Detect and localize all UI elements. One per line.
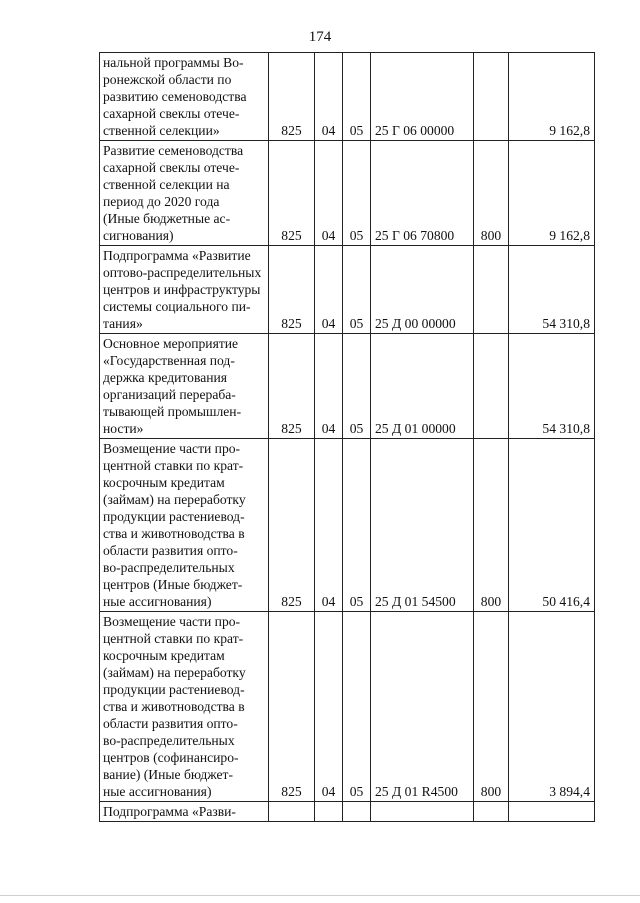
- ministry-code: 825: [269, 53, 315, 141]
- amount: [509, 802, 595, 822]
- subsection-code: 05: [343, 246, 371, 334]
- ministry-code: 825: [269, 439, 315, 612]
- table-row: [100, 53, 595, 141]
- subsection-code: 05: [343, 612, 371, 802]
- target-article: 25 Д 01 R4500: [371, 612, 474, 802]
- row-name: Развитие семеноводства сахарной свеклы отече- ственной селекции на период до 2020 года (Иные бюджетные ас- сигнования): [100, 141, 269, 246]
- row-name: Возмещение части про- центной ставки по крат- косрочным кредитам (займам) на переработку продукции растениевод- ства и животноводства в области развития опто- во-распределительных центров (софинансиро- вание) (Иные бюджет- ные ассигнования): [100, 612, 269, 802]
- row-name: Основное мероприятие «Государственная под- держка кредитования организаций перераба- тывающей промышлен- ности»: [100, 334, 269, 439]
- target-article: [371, 802, 474, 822]
- target-article: 25 Д 00 00000: [371, 246, 474, 334]
- section-code: 04: [315, 246, 343, 334]
- row-name: Возмещение части про- центной ставки по крат- косрочным кредитам (займам) на переработку продукции растениевод- ства и животноводства в области развития опто- во-распределительных центров (Иные бюджет- ные ассигнования): [100, 439, 269, 612]
- amount: 3 894,4: [509, 612, 595, 802]
- row-name: нальной программы Во- ронежской области по развитию семеноводства сахарной свеклы отече- ственной селекции»: [100, 53, 269, 141]
- amount: 54 310,8: [509, 246, 595, 334]
- expense-type: [474, 802, 509, 822]
- expense-type: 800: [474, 439, 509, 612]
- section-code: 04: [315, 439, 343, 612]
- table-row: [100, 612, 595, 802]
- ministry-code: 825: [269, 246, 315, 334]
- ministry-code: 825: [269, 141, 315, 246]
- section-code: 04: [315, 141, 343, 246]
- subsection-code: [343, 802, 371, 822]
- target-article: 25 Г 06 00000: [371, 53, 474, 141]
- row-name: Подпрограмма «Разви-: [100, 802, 269, 822]
- section-code: 04: [315, 53, 343, 141]
- subsection-code: 05: [343, 53, 371, 141]
- expense-type: 800: [474, 141, 509, 246]
- row-name: Подпрограмма «Развитие оптово-распределительных центров и инфраструктуры системы социального пи- тания»: [100, 246, 269, 334]
- table-row: [100, 246, 595, 334]
- target-article: 25 Д 01 54500: [371, 439, 474, 612]
- table-row: [100, 439, 595, 612]
- ministry-code: 825: [269, 334, 315, 439]
- page-number: 174: [308, 29, 332, 45]
- expense-type: 800: [474, 612, 509, 802]
- budget-table: [99, 52, 595, 822]
- table-row: [100, 141, 595, 246]
- expense-type: [474, 246, 509, 334]
- ministry-code: [269, 802, 315, 822]
- amount: 54 310,8: [509, 334, 595, 439]
- amount: 9 162,8: [509, 141, 595, 246]
- subsection-code: 05: [343, 141, 371, 246]
- section-code: [315, 802, 343, 822]
- section-code: 04: [315, 334, 343, 439]
- section-code: 04: [315, 612, 343, 802]
- table-row: [100, 334, 595, 439]
- subsection-code: 05: [343, 334, 371, 439]
- expense-type: [474, 334, 509, 439]
- amount: 50 416,4: [509, 439, 595, 612]
- amount: 9 162,8: [509, 53, 595, 141]
- expense-type: [474, 53, 509, 141]
- ministry-code: 825: [269, 612, 315, 802]
- page-bottom-edge: [0, 895, 640, 896]
- target-article: 25 Д 01 00000: [371, 334, 474, 439]
- subsection-code: 05: [343, 439, 371, 612]
- table-row: [100, 802, 595, 822]
- target-article: 25 Г 06 70800: [371, 141, 474, 246]
